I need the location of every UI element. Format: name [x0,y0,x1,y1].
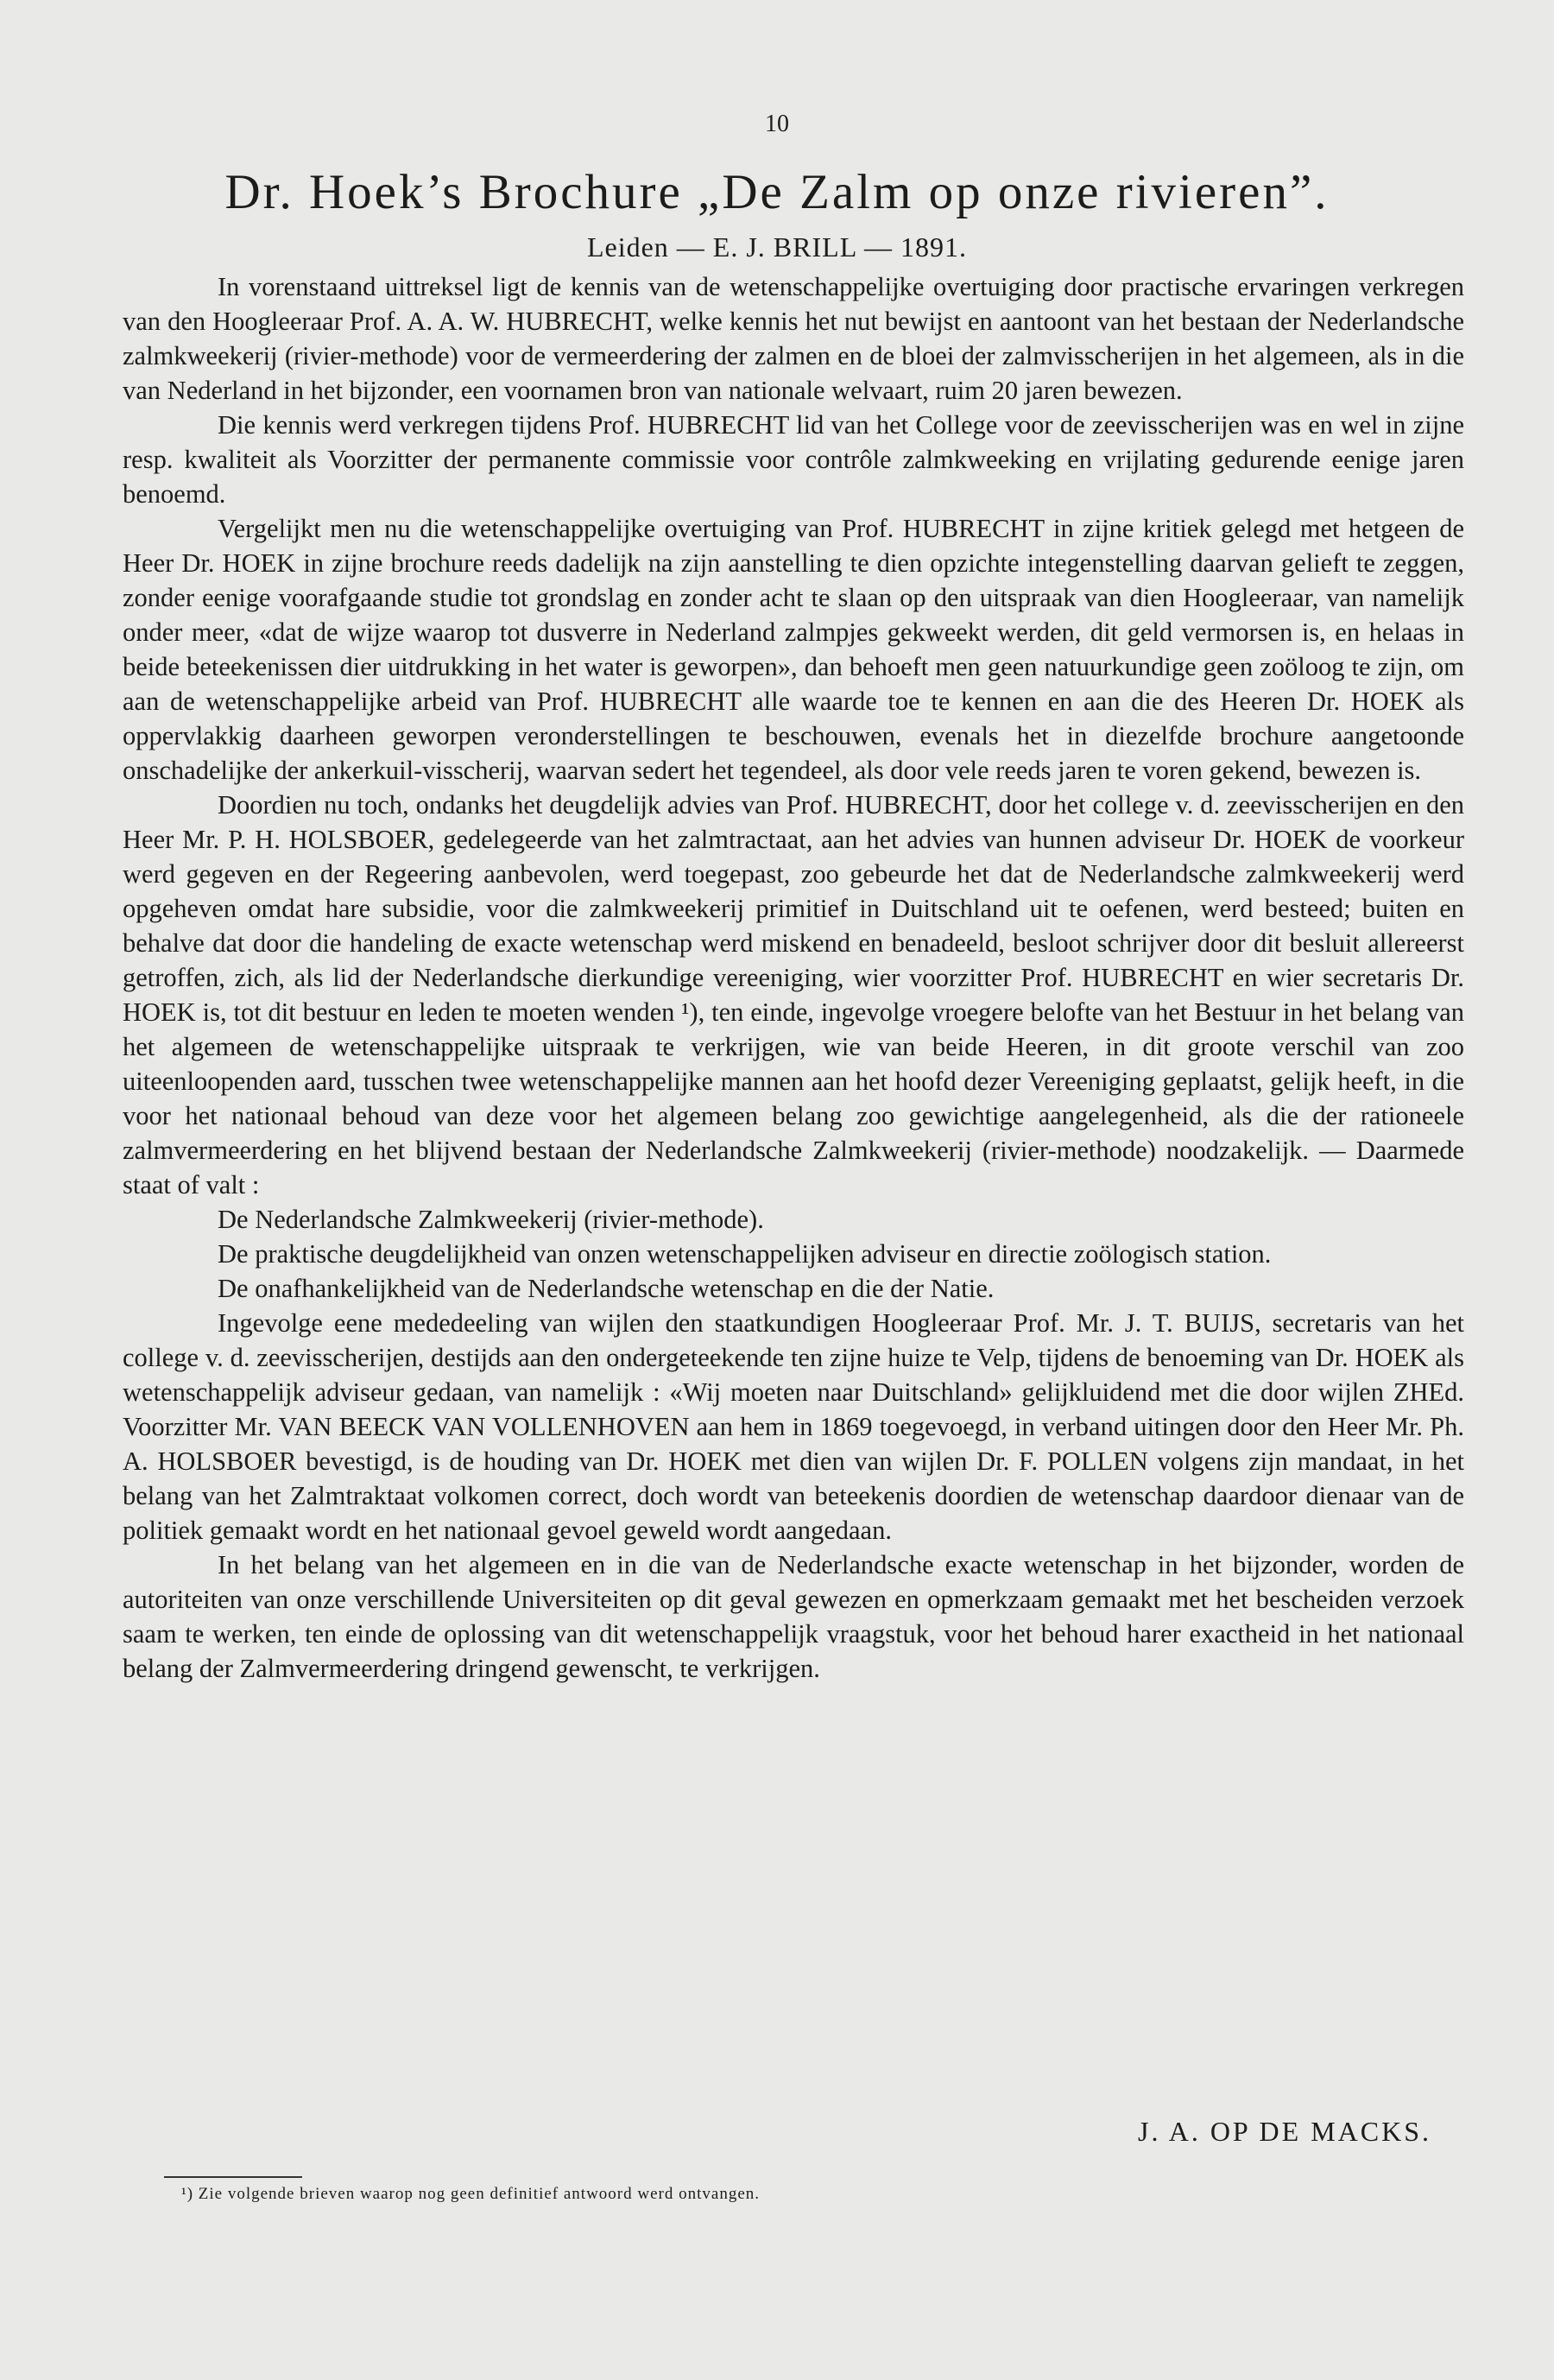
paragraph: Die kennis werd verkregen tijdens Prof. HUBRECHT lid van het College voor de zeevisscherijen was en wel in zijne resp. kwaliteit als Voorzitter der permanente commissie voor contrôle zalmkweeking en vrijlating gedurende eenige jaren benoemd. [123,410,1464,509]
article-body [123,269,1464,1686]
paragraph: Ingevolge eene mededeeling van wijlen den staatkundigen Hoogleeraar Prof. Mr. J. T. BUIJS, secretaris van het college v. d. zeevisscherijen, destijds aan den ondergeteekende ten zijne huize te Velp, tijdens de benoeming van Dr. HOEK als wetenschappelijk adviseur gedaan, van namelijk : «Wij moeten naar Duitschland» gelijkluidend met die door wijlen ZHEd. Voorzitter Mr. VAN BEECK VAN VOLLENHOVEN aan hem in 1869 toegevoegd, in verband uitingen door den Heer Mr. Ph. A. HOLSBOER bevestigd, is de houding van Dr. HOEK met dien van wijlen Dr. F. POLLEN volgens zijn mandaat, in het belang van het Zalmtraktaat volkomen correct, doch wordt van beteekenis doordien de wetenschap daardoor dienaar van de politiek gemaakt wordt en het nationaal gevoel geweld wordt aangedaan. [123,1308,1464,1545]
list-item: De Nederlandsche Zalmkweekerij (rivier-methode). [218,1205,764,1234]
footnote: ¹) Zie volgende brieven waarop nog geen definitief antwoord werd ontvangen. [181,2185,761,2203]
article-title: Dr. Hoek’s Brochure „De Zalm op onze rivieren”. [224,165,1330,219]
publication-imprint: Leiden — E. J. BRILL — 1891. [586,231,968,263]
paragraph: In het belang van het algemeen en in die van de Nederlandsche exacte wetenschap in het bijzonder, worden de autoriteiten van onze verschillende Universiteiten op dit geval gewezen en opmerkzaam gemaakt met het bescheiden verzoek saam te werken, ten einde de oplossing van dit wetenschappelijk vraagstuk, voor het behoud harer exactheid in het nationaal belang der Zalmvermeerdering dringend gewenscht, te verkrijgen. [123,1550,1464,1683]
list-item: De praktische deugdelijkheid van onzen wetenschappelijken adviseur en directie zoölogisch station. [218,1239,1272,1269]
paragraph: In vorenstaand uittreksel ligt de kennis van de wetenschappelijke overtuiging door practische ervaringen verkregen van den Hoogleeraar Prof. A. A. W. HUBRECHT, welke kennis het nut bewijst en aantoont van het bestaan der Nederlandsche zalmkweekerij (rivier-methode) voor de vermeerdering der zalmen en de bloei der zalmvisscherijen in het algemeen, als in die van Nederland in het bijzonder, een voornamen bron van nationale welvaart, ruim 20 jaren bewezen. [123,272,1464,405]
paragraph: Doordien nu toch, ondanks het deugdelijk advies van Prof. HUBRECHT, door het college v. d. zeevisscherijen en den Heer Mr. P. H. HOLSBOER, gedelegeerde van het zalmtractaat, aan het advies van hunnen adviseur Dr. HOEK de voorkeur werd gegeven en der Regeering aanbevolen, werd toegepast, zoo gebeurde het dat de Nederlandsche zalmkweekerij werd opgeheven omdat hare subsidie, voor die zalmkweekerij primitief in Duitschland uit te oefenen, werd besteed; buiten en behalve dat door die handeling de exacte wetenschap werd miskend en benadeeld, besloot schrijver door dit besluit allereerst getroffen, zich, als lid der Nederlandsche dierkundige vereeniging, wier voorzitter Prof. HUBRECHT en wier secretaris Dr. HOEK is, tot dit bestuur en leden te moeten wenden ¹), ten einde, ingevolge vroegere belofte van het Bestuur in het belang van het algemeen de wetenschappelijke uitspraak te verkrijgen, wie van beide Heeren, in dit groote verschil van zoo uiteenloopenden aard, tusschen twee wetenschappelijke mannen aan het hoofd dezer Vereeniging geplaatst, gelijk heeft, in die voor het nationaal behoud van deze voor het algemeen belang zoo gewichtige aangelegenheid, als die der rationeele zalmvermeerdering en het blijvend bestaan der Nederlandsche Zalmkweekerij (rivier-methode) noodzakelijk. — Daarmede staat of valt : [123,790,1464,1199]
page-number: 10 [765,111,789,137]
paragraph: Vergelijkt men nu die wetenschappelijke overtuiging van Prof. HUBRECHT in zijne kritiek gelegd met hetgeen de Heer Dr. HOEK in zijne brochure reeds dadelijk na zijn aanstelling te dien opzichte integenstelling daarvan gelieft te zeggen, zonder eenige voorafgaande studie tot grondslag en zonder acht te slaan op den uitspraak van dien Hoogleeraar, van namelijk onder meer, «dat de wijze waarop tot dusverre in Nederland zalmpjes gekweekt werden, dit geld vermorsen is, en helaas in beide beteekenissen dier uitdrukking in het water is geworpen», dan behoeft men geen natuurkundige geen zoöloog te zijn, om aan de wetenschappelijke arbeid van Prof. HUBRECHT alle waarde toe te kennen en aan die des Heeren Dr. HOEK als oppervlakkig daarheen geworpen veronderstellingen te beschouwen, evenals het in diezelfde brochure aangetoonde onschadelijke der ankerkuil-visscherij, waarvan sedert het tegendeel, als door vele reeds jaren te voren gekend, bewezen is. [123,514,1464,785]
signature: J. A. OP DE MACKS. [1138,2116,1431,2147]
footnote-divider [164,2176,302,2178]
list-item: De onafhankelijkheid van de Nederlandsche wetenschap en die der Natie. [218,1274,995,1303]
